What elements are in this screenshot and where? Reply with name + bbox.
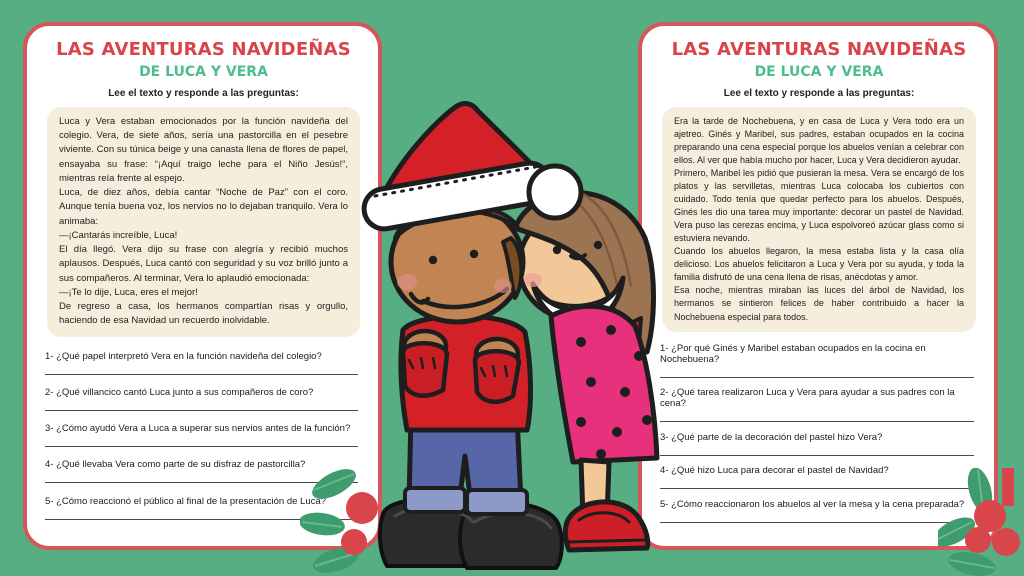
instruction-text: Lee el texto y responde a las preguntas: (108, 87, 299, 99)
question-text: 1- ¿Por qué Ginés y Maribel estaban ocupados en la cocina en Nochebuena? (660, 342, 926, 365)
holly-decoration-corner (938, 468, 1024, 576)
question-item (660, 465, 974, 489)
answer-line[interactable] (660, 488, 974, 489)
santa-hat (361, 104, 581, 233)
question-item (660, 432, 974, 456)
answer-line[interactable] (660, 522, 974, 523)
story-box (662, 107, 976, 332)
story-paragraph: —¡Cantarás increíble, Luca! (59, 229, 178, 241)
question-text: 5- ¿Cómo reaccionó el público al final de la presentación de Luca? (45, 495, 326, 507)
story-paragraph: Luca y Vera estaban emocionados por la función navideña del colegio. Vera, de siete años, sería una pastorcilla en el pesebre viviente. Con su túnica beige y una canasta llena de flores de papel, ensayaba su frase: “¡Aquí traigo leche para el Niño Jesús!”, mientras reía frente al espejo. (59, 115, 348, 184)
question-text: 2- ¿Qué tarea realizaron Luca y Vera para ayudar a sus padres con la cena? (660, 387, 955, 410)
question-item (660, 499, 974, 523)
question-text: 5- ¿Cómo reaccionaron los abuelos al ver la mesa y la cena preparada? (660, 498, 965, 510)
luca-vera-illustration (355, 90, 665, 576)
story-paragraph: Primero, Maribel les pidió que pusieran la mesa. Vera se encargó de los platos y las servilletas, mientras Luca colocaba los cubiertos con cuidado. Todo tenía que quedar perfecto para los abuelos. Después, Ginés les dio una tarea muy importante: decorar un pastel de Navidad. Vera puso las cerezas encima, y Luca espolvoreó azúcar glass como si estuviera nevando. (674, 167, 964, 244)
card-subtitle: DE LUCA Y VERA (139, 63, 268, 80)
instruction-text: Lee el texto y responde a las preguntas: (723, 87, 915, 99)
card-title: LAS AVENTURAS NAVIDEÑAS (56, 39, 351, 60)
answer-line[interactable] (45, 374, 358, 375)
question-text: 2- ¿Qué villancico cantó Luca junto a sus compañeros de coro? (45, 387, 314, 399)
boy-figure (361, 104, 581, 568)
holly-berries (965, 500, 1020, 556)
answer-line[interactable] (660, 455, 974, 456)
card-title: LAS AVENTURAS NAVIDEÑAS (671, 39, 967, 60)
question-item (660, 343, 974, 378)
question-text: 4- ¿Qué hizo Luca para decorar el pastel de Navidad? (660, 465, 889, 477)
question-text: 3- ¿Qué parte de la decoración del pastel hizo Vera? (660, 431, 883, 443)
question-item (45, 351, 358, 375)
question-text: 4- ¿Qué llevaba Vera como parte de su disfraz de pastorcilla? (45, 459, 306, 471)
question-text: 1- ¿Qué papel interpretó Vera en la función navideña del colegio? (45, 350, 322, 362)
story-paragraph: Esa noche, mientras miraban las luces del árbol de Navidad, los hermanos se sintieron felices de haber contribuido a hacer la Nochebuena especial para todos. (674, 285, 964, 322)
questions-list (660, 334, 974, 532)
question-item (660, 387, 974, 422)
story-paragraph: Luca, de diez años, debía cantar “Noche de Paz” con el coro. Aunque tenía buena voz, los nervios no lo dejaban tranquilo. Vera lo animaba: (59, 187, 348, 227)
story-paragraph: El día llegó. Vera dijo su frase con alegría y recibió muchos aplausos. Después, Luca cantó con seguridad y su voz brilló junto a sus compañeros. Al terminar, Vera lo aplaudió emocionada: (59, 244, 348, 284)
answer-line[interactable] (45, 446, 358, 447)
story-paragraph: De regreso a casa, los hermanos compartían risas y orgullo, haciendo de esa Navidad un recuerdo inolvidable. (59, 301, 348, 327)
girl-figure (515, 192, 657, 550)
question-text: 3- ¿Cómo ayudó Vera a Luca a superar sus nervios antes de la función? (45, 423, 351, 435)
answer-line[interactable] (660, 377, 974, 378)
answer-line[interactable] (45, 410, 358, 411)
story-paragraph: —¡Te lo dije, Luca, eres el mejor! (59, 286, 198, 298)
story-paragraph: Era la tarde de Nochebuena, y en casa de Luca y Vera todo era un ajetreo. Ginés y Maribel, sus padres, estaban ocupados en la cocina preparando una cena especial porque los abuelos venían a celebrar con ellos. Al ver que había mucho por hacer, Luca y Vera decidieron ayudar. (674, 115, 964, 165)
hat-pompom (529, 166, 581, 218)
story-box (47, 107, 360, 337)
card-subtitle: DE LUCA Y VERA (754, 63, 884, 80)
question-item (45, 423, 358, 447)
story-paragraph: Cuando los abuelos llegaron, la mesa estaba lista y la casa olía delicioso. Los abuelos felicitaron a Luca y Vera por su ayuda, y toda la familia disfrutó de una cena llena de risas, anécdotas y amor. (674, 246, 964, 283)
holly-ribbon (1002, 468, 1014, 506)
question-item (45, 387, 358, 411)
answer-line[interactable] (660, 421, 974, 422)
